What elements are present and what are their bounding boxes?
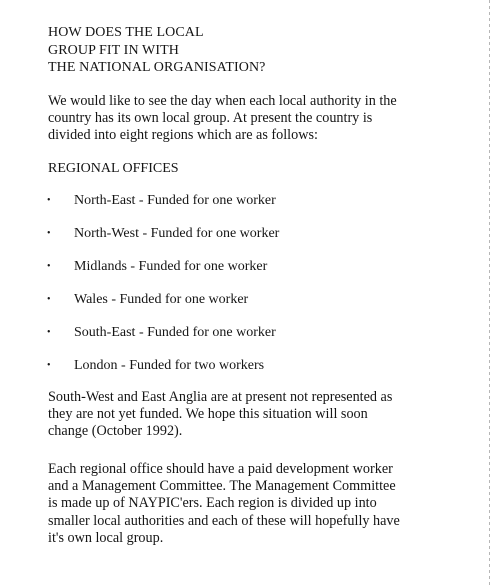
list-item bbox=[44, 225, 464, 258]
bullet-icon: • bbox=[47, 360, 51, 371]
bullet-icon: • bbox=[47, 195, 51, 206]
list-item-text: North-West - Funded for one worker bbox=[74, 226, 280, 241]
paragraph-line: divided into eight regions which are as follows: bbox=[48, 127, 318, 144]
paragraph-line: smaller local authorities and each of these will hopefully have bbox=[48, 512, 400, 529]
paragraph-line: South-West and East Anglia are at present not represented as bbox=[48, 389, 393, 405]
regional-offices-list bbox=[44, 192, 464, 390]
bullet-icon: • bbox=[47, 327, 51, 338]
list-item bbox=[44, 258, 464, 291]
heading-line: GROUP FIT IN WITH bbox=[48, 42, 179, 58]
heading-line: THE NATIONAL ORGANISATION? bbox=[48, 60, 266, 75]
bullet-icon: • bbox=[47, 294, 51, 305]
unrepresented-paragraph bbox=[48, 389, 488, 441]
paragraph-line: country has its own local group. At present the country is bbox=[48, 110, 373, 127]
list-item bbox=[44, 192, 464, 225]
list-item-text: Midlands - Funded for one worker bbox=[74, 259, 268, 274]
intro-paragraph bbox=[48, 93, 488, 145]
regional-offices-title: REGIONAL OFFICES bbox=[48, 161, 179, 176]
bullet-icon: • bbox=[47, 228, 51, 239]
list-item-text: South-East - Funded for one worker bbox=[74, 325, 276, 340]
list-item bbox=[44, 291, 464, 324]
list-item bbox=[44, 357, 464, 390]
paragraph-line: change (October 1992). bbox=[48, 423, 183, 440]
paragraph-line: it's own local group. bbox=[48, 529, 164, 546]
paragraph-line: and a Management Committee. The Management Committee bbox=[48, 478, 396, 495]
heading-line: HOW DOES THE LOCAL bbox=[48, 25, 204, 40]
paragraph-line: Each regional office should have a paid development worker bbox=[48, 461, 393, 477]
bullet-icon: • bbox=[47, 261, 51, 272]
regional-structure-paragraph bbox=[48, 461, 488, 547]
list-item-text: Wales - Funded for one worker bbox=[74, 292, 249, 307]
list-item-text: London - Funded for two workers bbox=[74, 358, 265, 373]
paragraph-line: We would like to see the day when each local authority in the bbox=[48, 93, 397, 109]
scan-edge-line bbox=[489, 0, 490, 587]
section-heading bbox=[48, 24, 266, 77]
paragraph-line: they are not yet funded. We hope this situation will soon bbox=[48, 406, 368, 423]
paragraph-line: is made up of NAYPIC'ers. Each region is divided up into bbox=[48, 495, 377, 512]
list-item bbox=[44, 324, 464, 357]
list-item-text: North-East - Funded for one worker bbox=[74, 193, 276, 208]
